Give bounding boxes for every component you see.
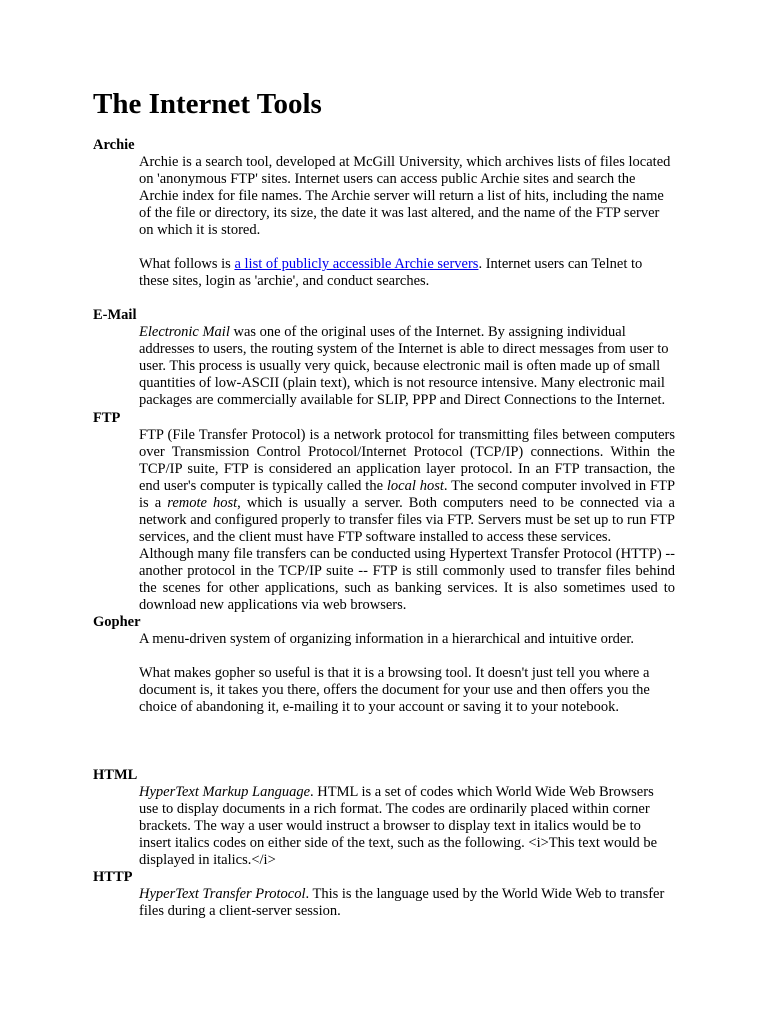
gopher-paragraph-2: What makes gopher so useful is that it is a browsing tool. It doesn't just tell you where a document is, it takes you there, offers the document for your use and then offers you the choice of abandoning it, e-mailing it to your account or saving it to your notebook.	[139, 665, 650, 715]
http-paragraph	[139, 886, 675, 920]
http-italic-term: HyperText Transfer Protocol	[139, 886, 306, 902]
ftp-remote-host: remote host	[167, 495, 238, 511]
archie-p2-before: What follows is	[139, 256, 235, 272]
html-text: . HTML is a set of codes which World Wide Web Browsers use to display documents in a rich format. The codes are ordinarily placed within corner brackets. The way a user would instruct a browser to display text in italics would be to insert italics codes on either side of the text, such as the following. <i>This text would be displayed in italics.</i>	[139, 784, 658, 868]
archie-servers-link[interactable]: a list of publicly accessible Archie servers	[234, 256, 479, 272]
email-italic-term: Electronic Mail	[139, 324, 230, 340]
email-text: was one of the original uses of the Internet. By assigning individual addresses to users, the routing system of the Internet is able to direct messages from user to user. This process is usually very quick, because electronic mail is often made up of small quantities of low-ASCII (plain text), which is not resource intensive. Many electronic mail packages are commercially available for SLIP, PPP and Direct Connections to the Internet.	[139, 324, 669, 408]
ftp-paragraph-2: Although many file transfers can be conducted using Hypertext Transfer Protocol (HTTP) -- another protocol in the TCP/IP suite -- FTP is still commonly used to transfer files behind the scenes for other applications, such as banking services. It is also sometimes used to download new applications via web browsers.	[139, 546, 675, 613]
definition-html	[139, 784, 675, 869]
html-italic-term: HyperText Markup Language	[139, 784, 311, 800]
gopher-paragraph-1: A menu-driven system of organizing information in a hierarchical and intuitive order.	[139, 631, 635, 647]
archie-paragraph-1: Archie is a search tool, developed at McGill University, which archives lists of files located on 'anonymous FTP' sites. Internet users can access public Archie sites and search the Archie index for file names. The Archie server will return a list of hits, including the name of the file or directory, its size, the date it was last altered, and the name of the FTP server on which it is stored.	[139, 154, 671, 238]
definition-gopher	[139, 631, 675, 767]
ftp-p1-c: , which is usually a server. Both computers need to be connected via a network and configured properly to transfer files via FTP. Servers must be set up to run FTP services, and the client must have FTP software installed to access these services.	[139, 495, 675, 545]
term-html: HTML	[93, 767, 138, 783]
email-paragraph	[139, 324, 675, 409]
page-title: The Internet Tools	[93, 88, 322, 120]
term-gopher: Gopher	[93, 614, 141, 630]
definition-archie	[139, 154, 675, 307]
definition-http	[139, 886, 675, 920]
ftp-paragraph-1	[139, 427, 675, 546]
definition-ftp	[139, 427, 675, 614]
archie-p2-after: . Internet users can Telnet to these sites, login as 'archie', and conduct searches.	[139, 256, 643, 289]
ftp-local-host: local host	[386, 478, 444, 494]
term-ftp: FTP	[93, 410, 121, 426]
ftp-p1-a: FTP (File Transfer Protocol) is a network protocol for transmitting files between computers over Transmission Control Protocol/Internet Protocol (TCP/IP) connections. Within the TCP/IP suite, FTP is considered an application layer protocol. In an FTP transaction, the end user's computer is typically called the	[139, 427, 675, 494]
term-archie: Archie	[93, 137, 135, 153]
html-paragraph	[139, 784, 675, 869]
definition-email	[139, 324, 675, 409]
definition-list	[93, 137, 675, 920]
http-text: . This is the language used by the World Wide Web to transfer files during a client-server session.	[139, 886, 665, 919]
term-http: HTTP	[93, 869, 133, 885]
term-email: E-Mail	[93, 307, 137, 323]
ftp-p1-b: . The second computer involved in FTP is a	[139, 478, 676, 511]
archie-paragraph-2	[139, 256, 675, 290]
